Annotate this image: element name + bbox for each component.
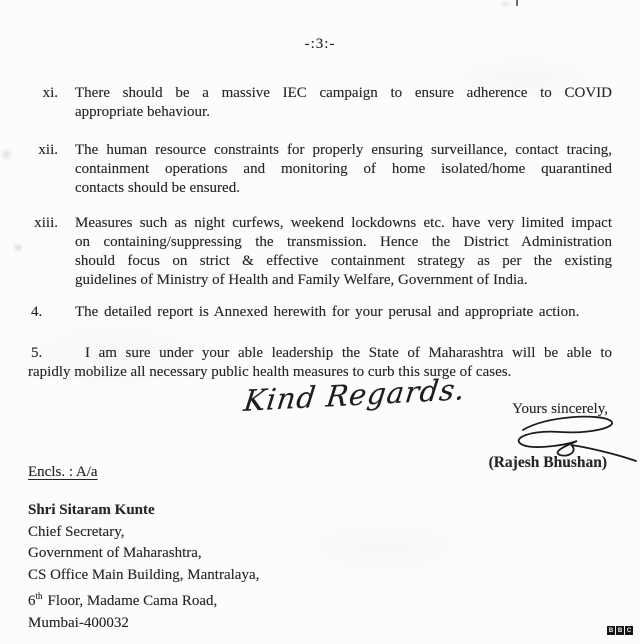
paragraph-line: rapidly mobilize all necessary public health measures to curb this surge of cases. — [28, 364, 512, 380]
handwritten-note: Kind Regards. — [242, 372, 468, 418]
list-item-line: The human resource constraints for properly ensuring surveillance, contact tracing, — [75, 142, 612, 158]
list-item-label: xi. — [42, 85, 58, 101]
scan-artifact-smudge — [12, 243, 24, 252]
recipient-org: Government of Maharashtra, — [28, 545, 202, 561]
recipient-title: Chief Secretary, — [28, 523, 125, 540]
recipient-city: Mumbai-400032 — [28, 614, 129, 631]
list-item-label: xiii. — [34, 215, 58, 231]
list-item-xi — [28, 84, 612, 122]
list-item-line: should focus on strict & effective containment strategy as per the existing — [75, 253, 612, 269]
recipient-address-block — [28, 500, 259, 634]
list-item-line: containment operations and monitoring of home isolated/home quarantined — [75, 161, 612, 177]
signatory-name: (Rajesh Bhushan) — [488, 454, 607, 471]
recipient-address-line — [28, 586, 259, 613]
list-item-line: guidelines of Ministry of Health and Family Welfare, Government of India. — [75, 272, 528, 288]
list-item-line: Measures such as night curfews, weekend lockdowns etc. have very limited impact — [75, 215, 612, 231]
scan-artifact-tick — [516, 0, 518, 6]
paragraph-label: 4. — [31, 304, 43, 320]
list-item-xiii — [28, 214, 612, 290]
paragraph-label: 5. — [31, 345, 43, 361]
list-item-line: on containing/suppressing the transmission. Hence the District Administration — [75, 234, 612, 250]
bbc-letter-block: C — [626, 627, 632, 634]
list-item-xii — [28, 141, 612, 198]
list-item-line: contacts should be ensured. — [75, 180, 240, 196]
recipient-name: Shri Sitaram Kunte — [28, 502, 155, 518]
enclosure-note: Encls. : A/a — [28, 464, 98, 480]
paragraph-line: I am sure under your able leadership the State of Maharashtra will be able to — [85, 345, 612, 361]
scan-artifact-smudge — [498, 1, 512, 7]
bbc-letter-block: B — [617, 627, 623, 634]
floor-number: 6 — [28, 593, 36, 609]
list-item-line: There should be a massive IEC campaign to ensure adherence to COVID — [75, 85, 612, 101]
paragraph-5 — [28, 344, 612, 382]
bbc-letter-block: B — [608, 627, 614, 634]
floor-ordinal: th — [35, 591, 43, 601]
paragraph-line: The detailed report is Annexed herewith for your perusal and appropriate action. — [75, 304, 580, 320]
scan-artifact-smudge — [0, 147, 13, 162]
recipient-address-line: CS Office Main Building, Mantralaya, — [28, 566, 260, 583]
paragraph-4 — [28, 303, 612, 322]
valediction: Yours sincerely, — [512, 401, 608, 417]
bbc-watermark — [607, 626, 633, 635]
list-item-label: xii. — [38, 142, 58, 158]
list-item-line: appropriate behaviour. — [75, 104, 210, 120]
floor-street: Floor, Madame Cama Road, — [47, 593, 218, 609]
page-number: -:3:- — [304, 36, 336, 52]
